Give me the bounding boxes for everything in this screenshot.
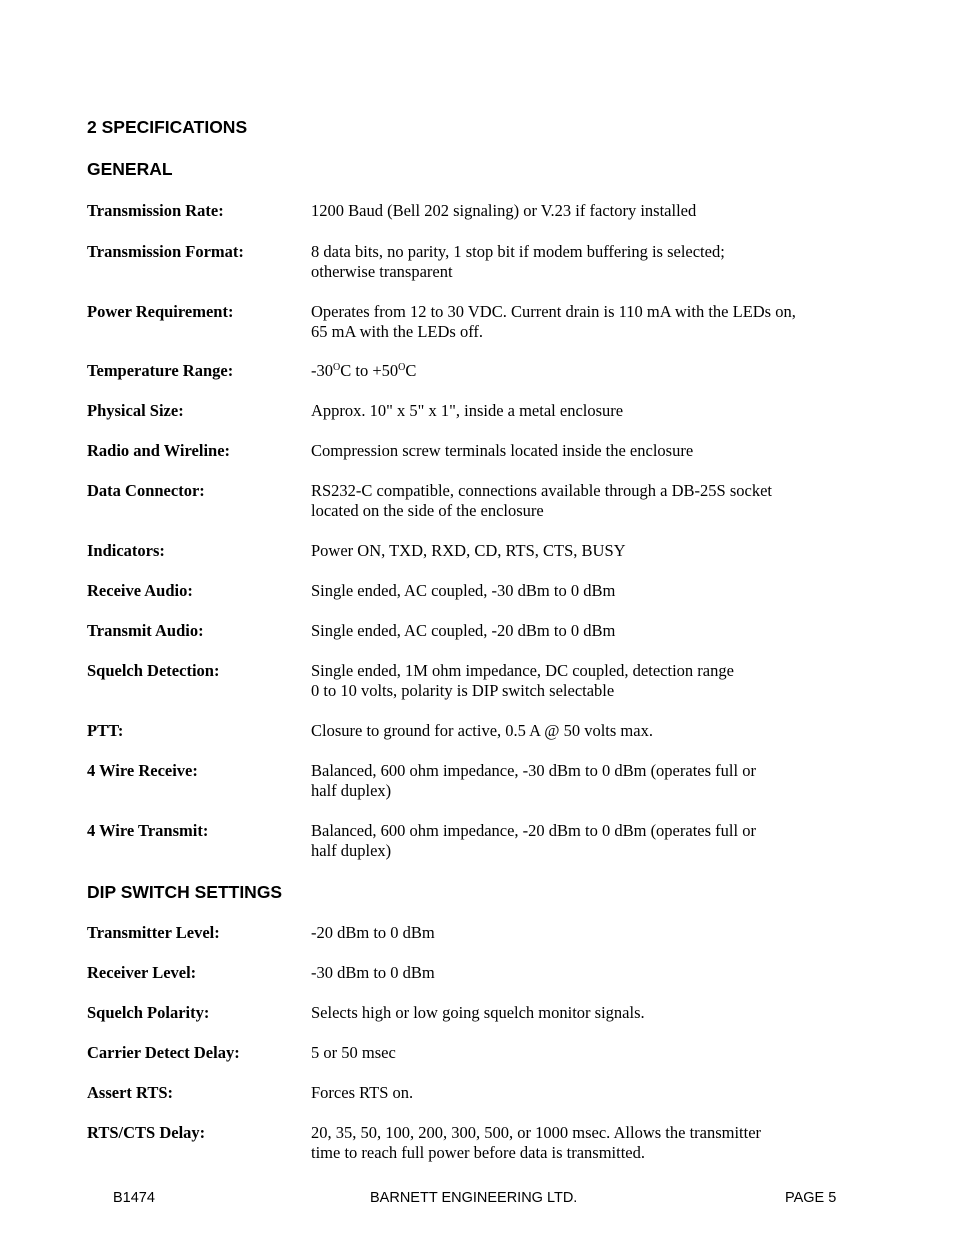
spec-label: Radio and Wireline: [87,441,231,460]
spec-value: Selects high or low going squelch monitor signals. [311,1003,645,1022]
spec-value: Compression screw terminals located inside the enclosure [311,441,694,460]
spec-label: Squelch Detection: [87,661,220,680]
spec-value: -30 dBm to 0 dBm [311,963,435,982]
spec-value: Balanced, 600 ohm impedance, -20 dBm to 0 dBm (operates full or half duplex) [311,821,756,860]
spec-value: Single ended, 1M ohm impedance, DC coupled, detection range 0 to 10 volts, polarity is DIP switch selectable [311,661,734,700]
spec-label: Assert RTS: [87,1083,174,1102]
spec-value: 5 or 50 msec [311,1043,396,1062]
section-title: 2 SPECIFICATIONS [87,117,248,137]
spec-label: 4 Wire Transmit: [87,821,209,840]
footer-page-number: PAGE 5 [785,1190,837,1206]
dip-switch-heading: DIP SWITCH SETTINGS [87,882,283,902]
spec-value: -20 dBm to 0 dBm [311,923,435,942]
spec-value: $-30^OC$ to $+50^OC$ [311,361,417,380]
spec-label: Transmit Audio: [87,621,204,640]
spec-label: 4 Wire Receive: [87,761,198,780]
spec-label: Squelch Polarity: [87,1003,210,1022]
spec-label: Transmission Format: [87,242,244,261]
spec-value: Balanced, 600 ohm impedance, -30 dBm to 0 dBm (operates full or half duplex) [311,761,756,800]
spec-label: Transmitter Level: [87,923,220,942]
spec-label: Physical Size: [87,401,184,420]
spec-value: 20, 35, 50, 100, 200, 300, 500, or 1000 msec. Allows the transmitter time to reach full power before data is transmitted. [311,1123,762,1162]
spec-value: RS232-C compatible, connections available through a DB-25S socket located on the side of the enclosure [311,481,772,520]
footer-doc-number: B1474 [113,1190,155,1206]
spec-value: Power ON, TXD, RXD, CD, RTS, CTS, BUSY [311,541,626,560]
spec-label: Receive Audio: [87,581,193,600]
spec-value: Closure to ground for active, 0.5 A @ 50 volts max. [311,721,653,740]
spec-label: Receiver Level: [87,963,197,982]
spec-value: Operates from 12 to 30 VDC. Current drain is 110 mA with the LEDs on, 65 mA with the LEDs off. [311,302,796,341]
footer-company: BARNETT ENGINEERING LTD. [370,1190,578,1206]
spec-value: Approx. 10" x 5" x 1", inside a metal enclosure [311,401,624,420]
spec-label: Data Connector: [87,481,205,500]
spec-value: Forces RTS on. [311,1083,414,1102]
spec-value: Single ended, AC coupled, -20 dBm to 0 dBm [311,621,616,640]
spec-value: 1200 Baud (Bell 202 signaling) or V.23 if factory installed [311,201,697,220]
spec-label: Power Requirement: [87,302,234,321]
general-heading: GENERAL [87,159,173,179]
spec-value: 8 data bits, no parity, 1 stop bit if modem buffering is selected; otherwise transparent [311,242,725,281]
spec-label: RTS/CTS Delay: [87,1123,206,1142]
spec-label: Transmission Rate: [87,201,224,220]
spec-label: Indicators: [87,541,165,560]
spec-label: Carrier Detect Delay: [87,1043,240,1062]
spec-label: Temperature Range: [87,361,234,380]
spec-value: Single ended, AC coupled, -30 dBm to 0 dBm [311,581,616,600]
spec-label: PTT: [87,721,124,740]
